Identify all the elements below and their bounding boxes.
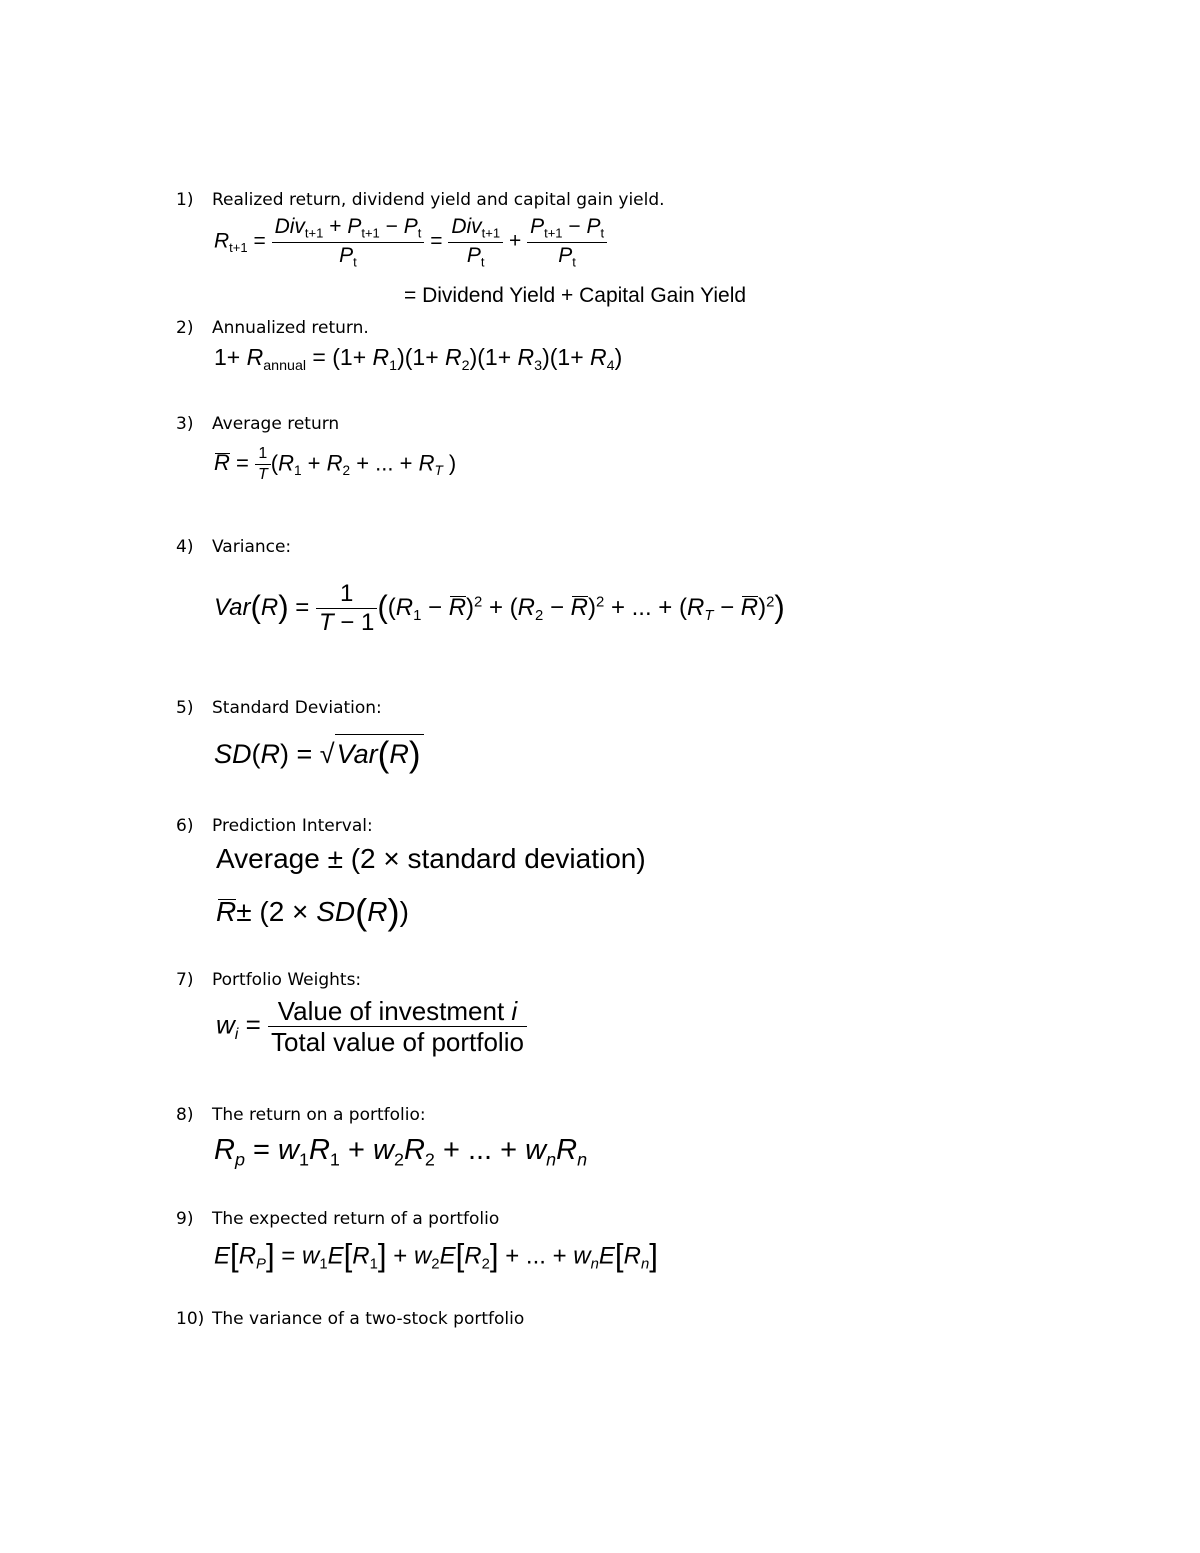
portfolio-weights-formula: $w_i$ = $\frac{\text{Value of investment i}}{\text{Total value of portfolio}}$ xyxy=(216,998,527,1055)
item-number: 10) xyxy=(176,1309,205,1329)
item-number: 4) xyxy=(176,537,194,557)
item-title: Variance: xyxy=(212,537,292,557)
item-number: 9) xyxy=(176,1209,194,1229)
weights-denominator: Total value of portfolio xyxy=(271,1027,524,1057)
average-return-formula: R = $\frac{1}{T}$ ($R_1 + R_2$ + ... + $R_T$ ) xyxy=(214,445,457,483)
item-title: Portfolio Weights: xyxy=(212,970,362,990)
item-title: Realized return, dividend yield and capital gain yield. xyxy=(212,190,665,210)
item-title: Prediction Interval: xyxy=(212,816,373,836)
item-1-heading xyxy=(176,190,665,210)
item-number: 6) xyxy=(176,816,194,836)
prediction-interval-formula-line2: R± (2 × SD(R)) xyxy=(216,891,409,932)
variance-formula: Var(R) = $\frac{1}{T - 1}$ ($(R_1 - R)^2 + (R_2 - R)^2$ + ... + $(R_T - R)^2$) xyxy=(214,580,785,636)
annualized-return-formula: $1+ R_{annual} = (1+ R_1)(1+ R_2)(1+ R_3)(1+ R_4)$ xyxy=(214,344,623,374)
item-2-heading xyxy=(176,318,369,338)
item-9-heading xyxy=(176,1209,499,1229)
item-7-heading xyxy=(176,970,361,990)
item-title: The variance of a two-stock portfolio xyxy=(212,1309,525,1329)
item-title: Standard Deviation: xyxy=(212,698,382,718)
item-title: Average return xyxy=(212,414,340,434)
portfolio-return-formula: $R_p = w_1R_1 + w_2R_2$ + ... + $w_nR_n$ xyxy=(214,1134,588,1170)
prediction-interval-formula-line1: Average ± (2 × standard deviation) xyxy=(216,843,646,874)
item-number: 7) xyxy=(176,970,194,990)
item-5-heading xyxy=(176,698,382,718)
item-8-heading xyxy=(176,1105,426,1125)
item-4-heading xyxy=(176,537,291,557)
item-title: The expected return of a portfolio xyxy=(212,1209,500,1229)
item-3-heading xyxy=(176,414,339,434)
weights-numerator: Value of investment xyxy=(277,996,505,1026)
item-number: 1) xyxy=(176,190,194,210)
item-number: 5) xyxy=(176,698,194,718)
realized-return-formula-line2: = Dividend Yield + Capital Gain Yield xyxy=(404,284,747,307)
item-number: 8) xyxy=(176,1105,194,1125)
item-10-heading xyxy=(176,1309,524,1329)
item-title: Annualized return. xyxy=(212,318,369,338)
item-number: 2) xyxy=(176,318,194,338)
realized-return-formula: $R_{t+1}$ = $\frac{Div_{t+1} + P_{t+1} - P_t}{P_t}$ = $\frac{Div_{t+1}}{P_t}$ + $\frac{P_{t+1} - P_t}{P_t}$ xyxy=(214,216,607,268)
item-title: The return on a portfolio: xyxy=(212,1105,426,1125)
standard-deviation-formula: SD(R) = √Var(R) xyxy=(214,734,424,772)
item-number: 3) xyxy=(176,414,194,434)
item-6-heading xyxy=(176,816,373,836)
weights-numerator-var: i xyxy=(511,996,518,1026)
expected-portfolio-return-formula: $E[R_P] = w_1E[R_1] + w_2E[R_2]$ + ... + $w_nE[R_n]$ xyxy=(214,1238,658,1273)
